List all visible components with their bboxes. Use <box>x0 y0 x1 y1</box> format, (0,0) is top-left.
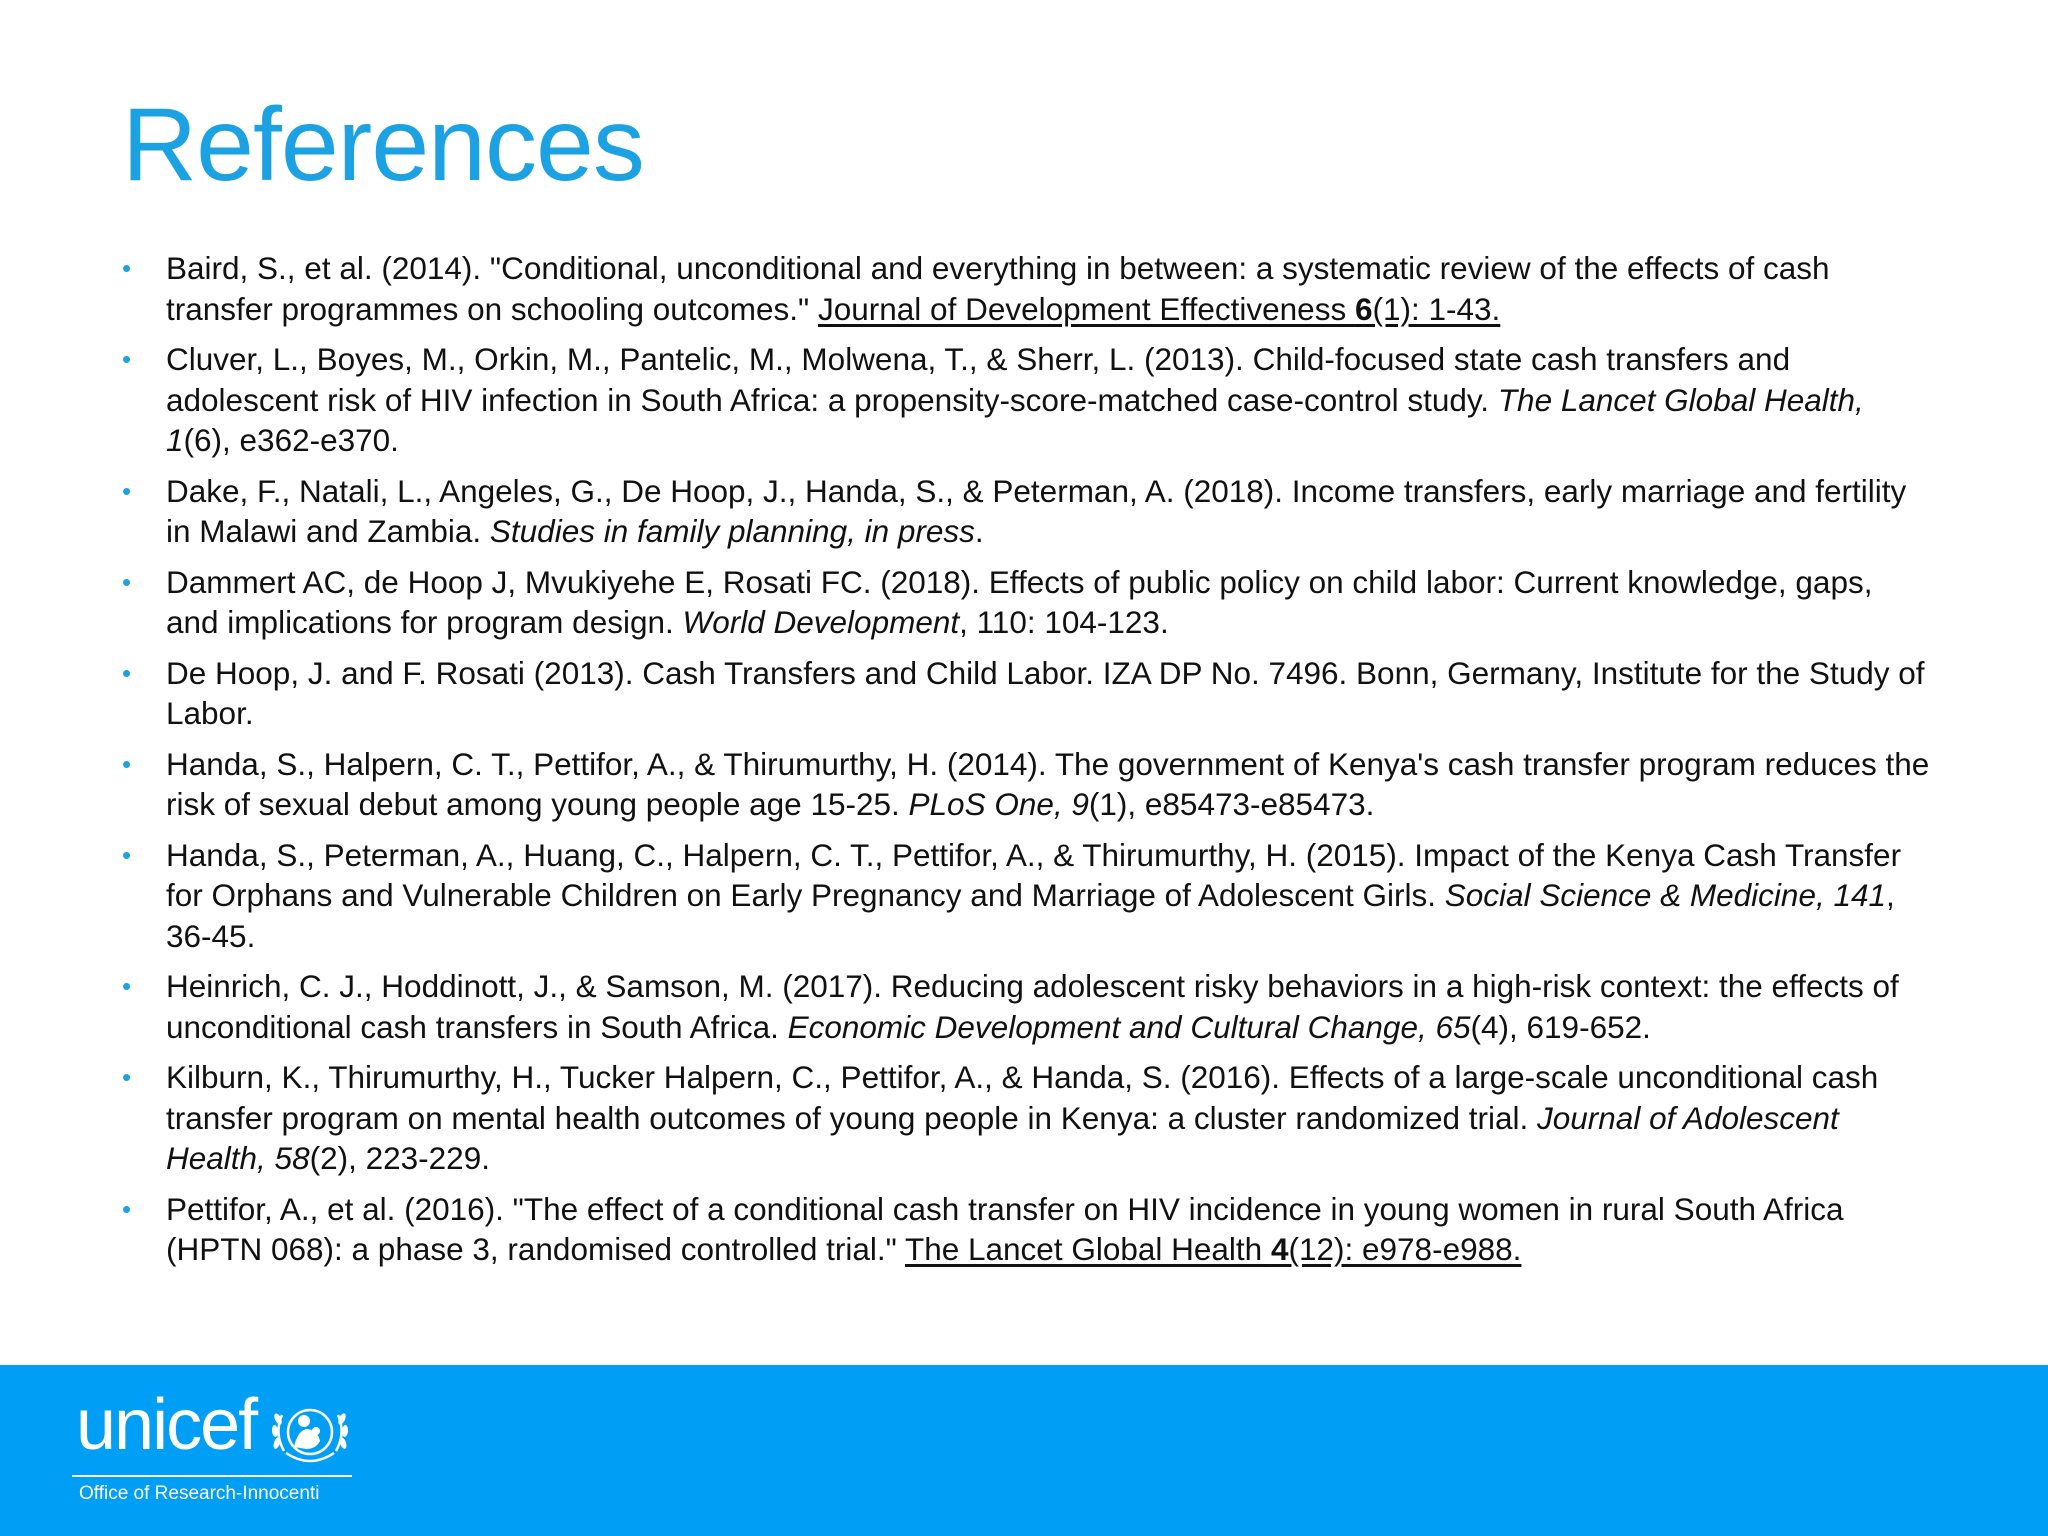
reference-text: , 110: 104-123. <box>959 604 1169 640</box>
logo-divider <box>72 1475 352 1477</box>
reference-text: Journal of Development Effectiveness <box>817 290 1355 327</box>
bullet-icon: • <box>122 253 132 283</box>
reference-item <box>122 1189 1932 1270</box>
reference-text: Journal of Adolescent Health, 58 <box>166 1099 1839 1176</box>
reference-item <box>122 653 1932 734</box>
reference-list <box>122 248 1932 1280</box>
reference-text: (12): e978-e988. <box>1288 1231 1522 1267</box>
reference-text: The Lancet Global Health <box>904 1231 1271 1267</box>
reference-text: 4 <box>1270 1231 1289 1267</box>
footer-bar <box>0 1365 2048 1536</box>
reference-text: , 36-45. <box>166 877 1895 954</box>
reference-item <box>122 835 1932 957</box>
bullet-icon: • <box>122 1193 132 1224</box>
reference-text: Studies in family planning, in press <box>489 513 975 549</box>
reference-text: (1): 1-43. <box>1372 290 1501 327</box>
reference-text: Heinrich, C. J., Hoddinott, J., & Samson, M. (2017). Reducing adolescent risky behaviors in a high-risk context: the effects of unconditional cash transfers in South Africa. <box>166 968 1899 1045</box>
reference-text: Social Science & Medicine, 141 <box>1444 877 1887 913</box>
bullet-icon: • <box>122 748 132 779</box>
unicef-logo <box>72 1385 362 1515</box>
reference-text: PLoS One, 9 <box>908 786 1089 822</box>
reference-text: Handa, S., Halpern, C. T., Pettifor, A., & Thirumurthy, H. (2014). The government of Kenya's cash transfer program reduces the risk of sexual debut among young people age 15-25. <box>166 745 1930 822</box>
reference-item <box>122 966 1932 1047</box>
reference-text: (2), 223-229. <box>309 1140 490 1176</box>
reference-text: Kilburn, K., Thirumurthy, H., Tucker Halpern, C., Pettifor, A., & Handa, S. (2016). Effects of a large-scale unconditional cash transfer program on mental health outcomes of young people in Kenya: a cluster randomized trial. <box>166 1059 1879 1136</box>
logo-wordmark: unicef <box>76 1385 257 1465</box>
reference-item <box>122 744 1932 825</box>
bullet-icon: • <box>122 566 132 597</box>
bullet-icon: • <box>122 1062 132 1092</box>
reference-text: Pettifor, A., et al. (2016). "The effect of a conditional cash transfer on HIV incidence in young women in rural South Africa (HPTN 068): a phase 3, randomised controlled trial." <box>166 1190 1844 1267</box>
logo-subtitle: Office of Research-Innocenti <box>79 1483 320 1504</box>
reference-item <box>122 562 1932 643</box>
reference-text: De Hoop, J. and F. Rosati (2013). Cash Transfers and Child Labor. IZA DP No. 7496. Bonn, Germany, Institute for the Study of Labor. <box>166 654 1925 731</box>
reference-text: Economic Development and Cultural Change, 65 <box>787 1008 1471 1045</box>
reference-item <box>122 248 1932 329</box>
page-title: References <box>122 87 644 203</box>
reference-item <box>122 339 1932 461</box>
reference-text: (6), e362-e370. <box>183 422 399 458</box>
unicef-emblem-icon <box>268 1395 352 1471</box>
bullet-icon: • <box>122 971 132 1001</box>
reference-text: The Lancet Global Health, 1 <box>166 381 1864 458</box>
reference-text: World Development <box>682 604 960 640</box>
bullet-icon: • <box>122 344 132 374</box>
bullet-icon: • <box>122 475 132 506</box>
reference-text: (4), 619-652. <box>1470 1008 1651 1045</box>
reference-item <box>122 471 1932 552</box>
bullet-icon: • <box>122 839 132 870</box>
reference-text: Baird, S., et al. (2014). "Conditional, unconditional and everything in between: a systematic review of the effects of cash transfer programmes on schooling outcomes." <box>166 250 1830 327</box>
reference-text: (1), e85473-e85473. <box>1088 786 1375 822</box>
reference-text: Dammert AC, de Hoop J, Mvukiyehe E, Rosati FC. (2018). Effects of public policy on child labor: Current knowledge, gaps, and implications for program design. <box>166 563 1873 640</box>
reference-text: Handa, S., Peterman, A., Huang, C., Halpern, C. T., Pettifor, A., & Thirumurthy, H. (2015). Impact of the Kenya Cash Transfer for Orphans and Vulnerable Children on Early Pregnancy and Marriage of Adolescent Girls. <box>166 836 1902 913</box>
reference-text: . <box>974 513 984 549</box>
reference-text: Cluver, L., Boyes, M., Orkin, M., Pantelic, M., Molwena, T., & Sherr, L. (2013). Child-focused state cash transfers and adolescent risk of HIV infection in South Africa: a propensity-score-matched case-control study. <box>166 341 1791 418</box>
reference-text: Dake, F., Natali, L., Angeles, G., De Hoop, J., Handa, S., & Peterman, A. (2018). Income transfers, early marriage and fertility in Malawi and Zambia. <box>166 472 1907 549</box>
bullet-icon: • <box>122 657 132 688</box>
reference-item <box>122 1057 1932 1179</box>
reference-text: 6 <box>1354 290 1373 327</box>
